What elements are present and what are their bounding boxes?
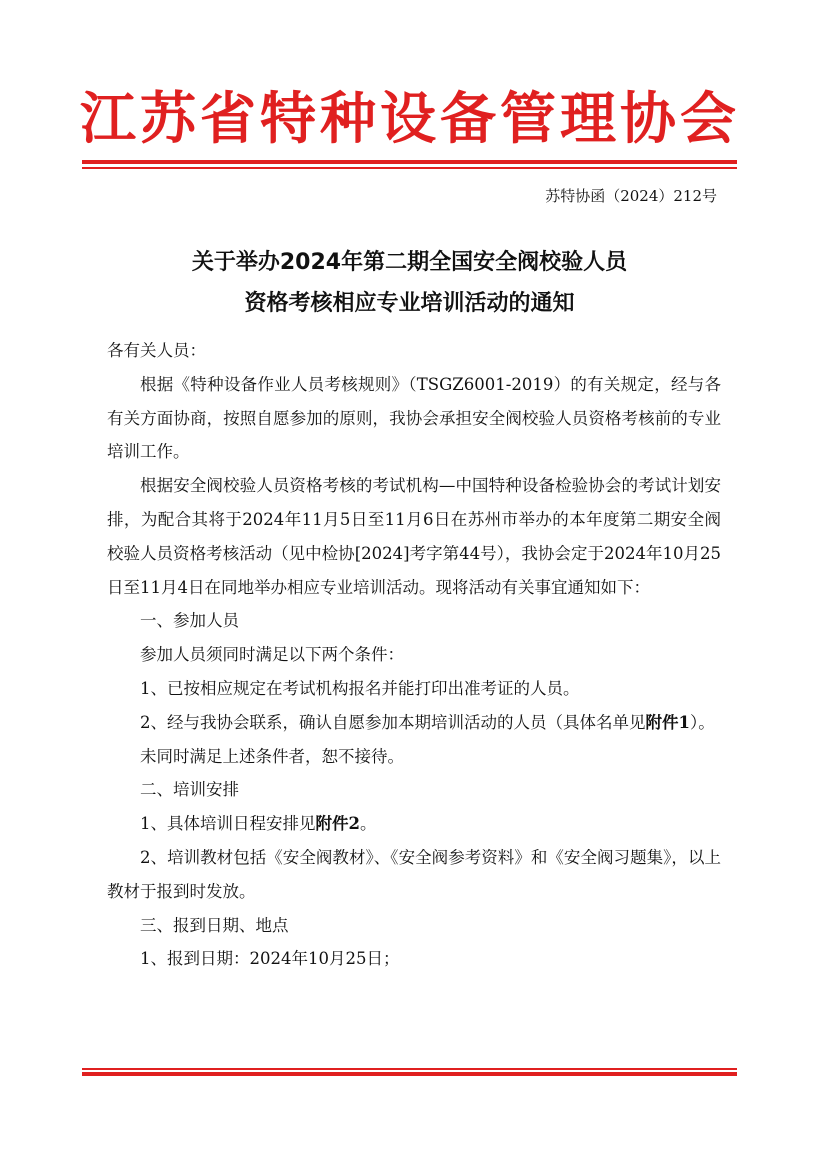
attachment-1-reference: 附件1 (645, 712, 690, 732)
section-2-item-1 (107, 807, 721, 841)
document-number: 苏特协函（2024）212号 (545, 187, 717, 205)
notice-body (107, 334, 721, 976)
section-1-item-2-text: 2、经与我协会联系，确认自愿参加本期培训活动的人员（具体名单见 (140, 712, 646, 732)
section-2-heading: 二、培训安排 (140, 780, 239, 800)
notice-title-line1: 关于举办2024年第二期全国安全阀校验人员 (191, 250, 628, 275)
section-1-item-2 (107, 706, 721, 740)
section-2-item-1-end: 。 (359, 814, 377, 834)
paragraph-1: 根据《特种设备作业人员考核规则》（TSGZ6001-2019）的有关规定，经与各有关方面协商，按照自愿参加的原则，我协会承担安全阀校验人员资格考核前的专业培训工作。 (107, 374, 721, 462)
header-rule-thick (82, 160, 737, 164)
section-1-item-2-end: ）。 (689, 712, 715, 732)
section-2-item-1-text: 1、具体培训日程安排见 (140, 814, 316, 834)
section-3-heading: 三、报到日期、地点 (140, 915, 289, 935)
section-1-note: 未同时满足上述条件者，恕不接待。 (140, 746, 404, 766)
section-3-item-1: 1、报到日期：2024年10月25日； (140, 949, 400, 969)
paragraph-2: 根据安全阀校验人员资格考核的考试机构—中国特种设备检验协会的考试计划安排，为配合其将于2024年11月5日至11月6日在苏州市举办的本年度第二期安全阀校验人员资格考核活动（见中检协[2024]考字第44号），我协会定于2024年10月25日至11月4日在同地举办相应专业培训活动。现将活动有关事宜通知如下： (107, 476, 721, 597)
attachment-2-reference: 附件2 (315, 814, 360, 834)
footer-rule-thick (82, 1072, 737, 1076)
section-1-item-1: 1、已按相应规定在考试机构报名并能打印出准考证的人员。 (140, 678, 580, 698)
footer-rule-thin (82, 1068, 737, 1070)
organization-name: 江苏省特种设备管理协会 (80, 86, 740, 152)
section-2-item-2: 2、培训教材包括《安全阀教材》、《安全阀参考资料》和《安全阀习题集》，以上教材于报到时发放。 (107, 847, 721, 901)
section-1-intro: 参加人员须同时满足以下两个条件： (140, 645, 404, 665)
notice-title-line2: 资格考核相应专业培训活动的通知 (244, 291, 575, 316)
header-rule-thin (82, 167, 737, 169)
salutation: 各有关人员： (107, 341, 206, 360)
section-1-heading: 一、参加人员 (140, 611, 239, 631)
